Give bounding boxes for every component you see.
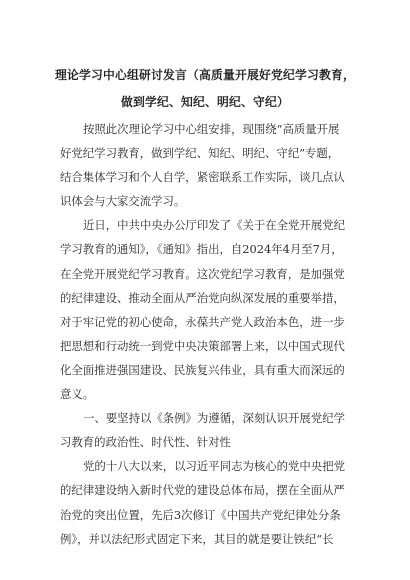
paragraph-2-line: 学习教育的通知》，《通知》指出，自2024年4月至7月， [60,242,343,257]
paragraph-2-line: 的纪律建设、推动全面从严治党向纵深发展的重要举措， [60,290,345,305]
paragraph-2-line: 化全面推进强国建设、民族复兴伟业，具有重大而深远的 [60,362,345,377]
paragraph-1-line: 按照此次理论学习中心组安排，现围绕“高质量开展 [83,122,340,136]
document-title [40,62,370,116]
paragraph-1-line: 结合集体学习和个人自学，紧密联系工作实际，谈几点认 [60,170,345,185]
paragraph-2-line: 在全党开展党纪学习教育。这次党纪学习教育，是加强党 [60,266,345,281]
section-heading-line: 习教育的政治性、时代性、针对性 [60,435,231,450]
document-body [60,117,350,551]
paragraph-4-line: 的纪律建设纳入新时代党的建设总体布局，摆在全面从严 [60,483,345,498]
paragraph-2-line: 近日，中共中央办公厅印发了《关于在全党开展党纪 [83,218,345,233]
paragraph-4-line: 例》，并以法纪形式固定下来，其目的就是要让铁纪“长 [60,531,334,546]
paragraph-1-line: 识体会与大家交流学习。 [60,194,186,209]
paragraph-2-line: 对于牢记党的初心使命，永葆共产党人政治本色，进一步 [60,314,345,329]
paragraph-1-line: 好党纪学习教育，做到学纪、知纪、明纪、守纪”专题， [60,146,340,161]
title-line: 做到学纪、知纪、明纪、守纪） [121,95,289,109]
title-line: 理论学习中心组研讨发言（高质量开展好党纪学习教育， [55,68,355,82]
paragraph-2-line: 把思想和行动统一到党中央决策部署上来，以中国式现代 [60,338,345,353]
paragraph-4-line: 党的十八大以来，以习近平同志为核心的党中央把党 [83,459,345,474]
paragraph-4-line: 治党的突出位置，先后3次修订《中国共产党纪律处分条 [60,507,341,522]
section-heading-line: 一、要坚持以《条例》为遵循，深刻认识开展党纪学 [83,411,345,426]
paragraph-2-line: 意义。 [60,387,95,402]
